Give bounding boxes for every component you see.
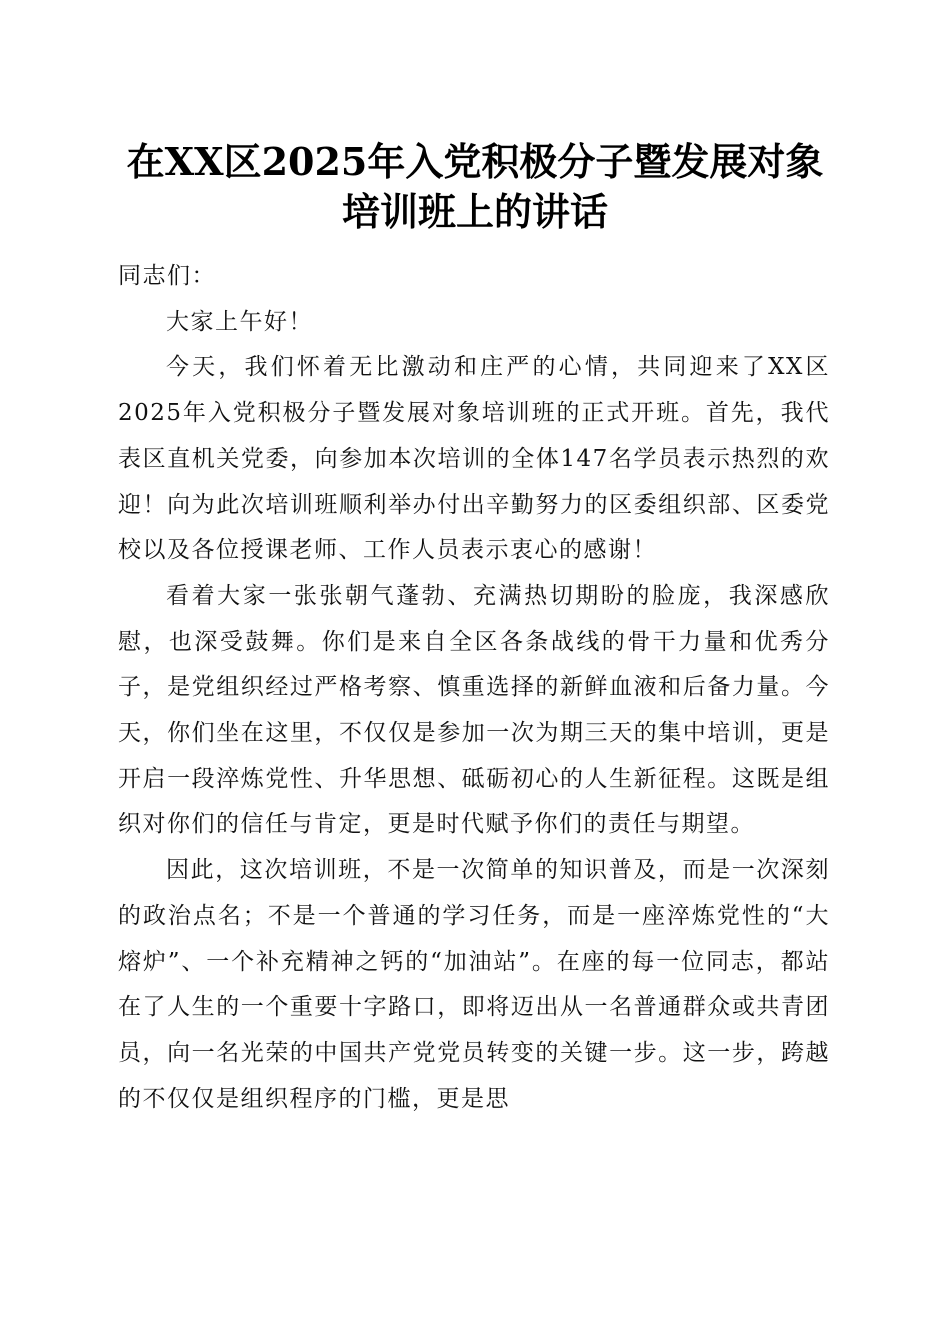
document-title: 在XX区2025年入党积极分子暨发展对象培训班上的讲话: [126, 139, 824, 234]
salutation: 同志们：: [118, 263, 216, 289]
document-body: [118, 254, 830, 1122]
paragraph-greeting: 大家上午好！: [166, 308, 313, 335]
paragraph-significance: 因此，这次培训班，不是一次简单的知识普及，而是一次深刻的政治点名；不是一个普通的学习任务，而是一座淬炼党性的“大熔炉”、一个补充精神之钙的“加油站”。在座的每一位同志，都站在了人生的一个重要十字路口，即将迈出从一名普通群众或共青团员，向一名光荣的中国共产党党员转变的关键一步。这一步，跨越的不仅仅是组织程序的门槛，更是思: [118, 857, 830, 1112]
paragraph-opening: 今天，我们怀着无比激动和庄严的心情，共同迎来了XX区2025年入党积极分子暨发展对象培训班的正式开班。首先，我代表区直机关党委，向参加本次培训的全体147名学员表示热烈的欢迎！向为此次培训班顺利举办付出辛勤努力的区委组织部、区委党校以及各位授课老师、工作人员表示衷心的感谢！: [118, 354, 830, 564]
paragraph-encouragement: 看着大家一张张朝气蓬勃、充满热切期盼的脸庞，我深感欣慰，也深受鼓舞。你们是来自全区各条战线的骨干力量和优秀分子，是党组织经过严格考察、慎重选择的新鲜血液和后备力量。今天，你们坐在这里，不仅仅是参加一次为期三天的集中培训，更是开启一段淬炼党性、升华思想、砥砺初心的人生新征程。这既是组织对你们的信任与肯定，更是时代赋予你们的责任与期望。: [118, 582, 830, 838]
